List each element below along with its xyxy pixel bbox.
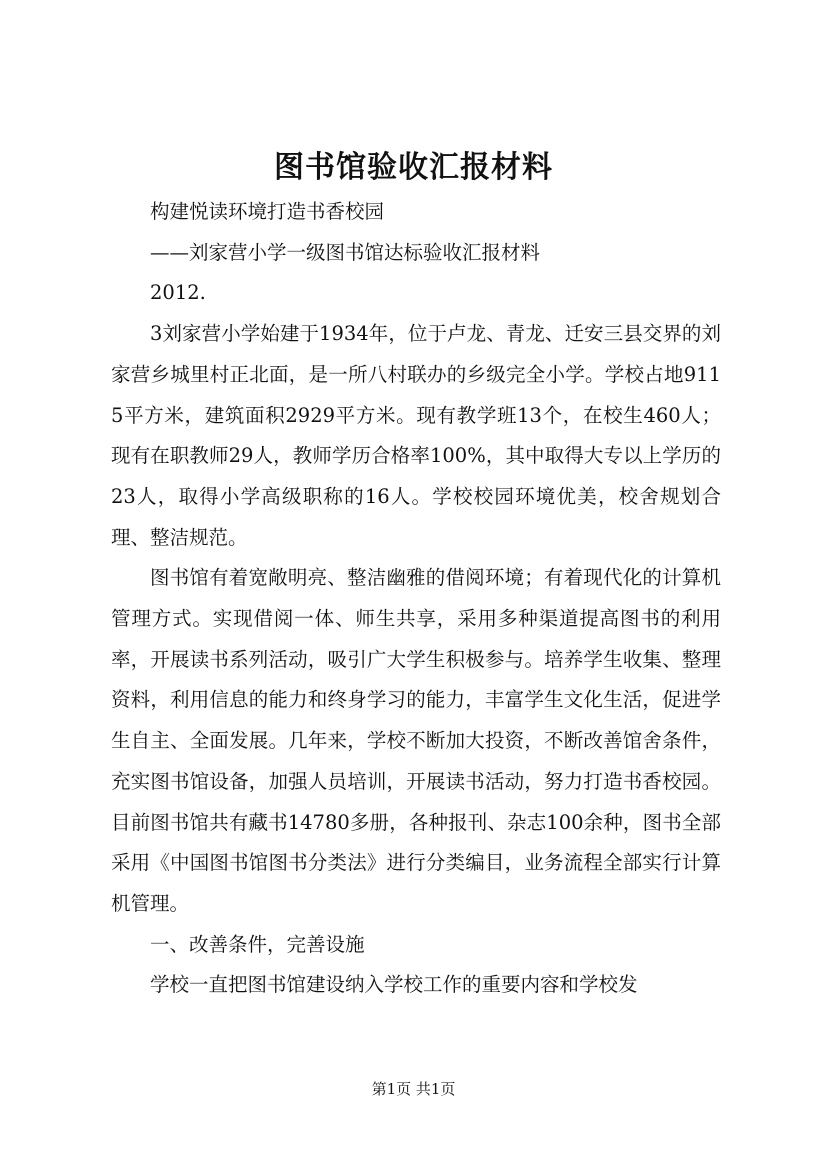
document-body bbox=[111, 192, 721, 1006]
section-heading: 一、改善条件，完善设施 bbox=[150, 932, 365, 956]
document-title: 图书馆验收汇报材料 bbox=[274, 150, 553, 185]
subtitle-line: ——刘家营小学一级图书馆达标验收汇报材料 bbox=[150, 240, 541, 264]
body-paragraph: 3刘家营小学始建于1934年，位于卢龙、青龙、迁安三县交界的刘家营乡城里村正北面，是一所八村联办的乡级完全小学。学校占地9115平方米，建筑面积2929平方米。现有教学班13个，在校生460人；现有在职教师29人，教师学历合格率100%，其中取得大专以上学历的23人，取得小学高级职称的16人。学校校园环境优美，校舍规划合理、整洁规范。 bbox=[111, 322, 721, 549]
page-footer: 第1页 共1页 bbox=[371, 1080, 456, 1098]
body-paragraph: 图书馆有着宽敞明亮、整洁幽雅的借阅环境；有着现代化的计算机管理方式。实现借阅一体、师生共享，采用多种渠道提高图书的利用率，开展读书系列活动，吸引广大学生积极参与。培养学生收集、整理资料，利用信息的能力和终身学习的能力，丰富学生文化生活，促进学生自主、全面发展。几年来，学校不断加大投资，不断改善馆舍条件，充实图书馆设备，加强人员培训，开展读书活动，努力打造书香校园。目前图书馆共有藏书14780多册，各种报刊、杂志100余种，图书全部采用《中国图书馆图书分类法》进行分类编目，业务流程全部实行计算机管理。 bbox=[111, 566, 721, 915]
date-line: 2012. bbox=[150, 281, 206, 305]
body-paragraph: 学校一直把图书馆建设纳入学校工作的重要内容和学校发 bbox=[150, 973, 638, 997]
subtitle-line: 构建悦读环境打造书香校园 bbox=[150, 200, 385, 223]
